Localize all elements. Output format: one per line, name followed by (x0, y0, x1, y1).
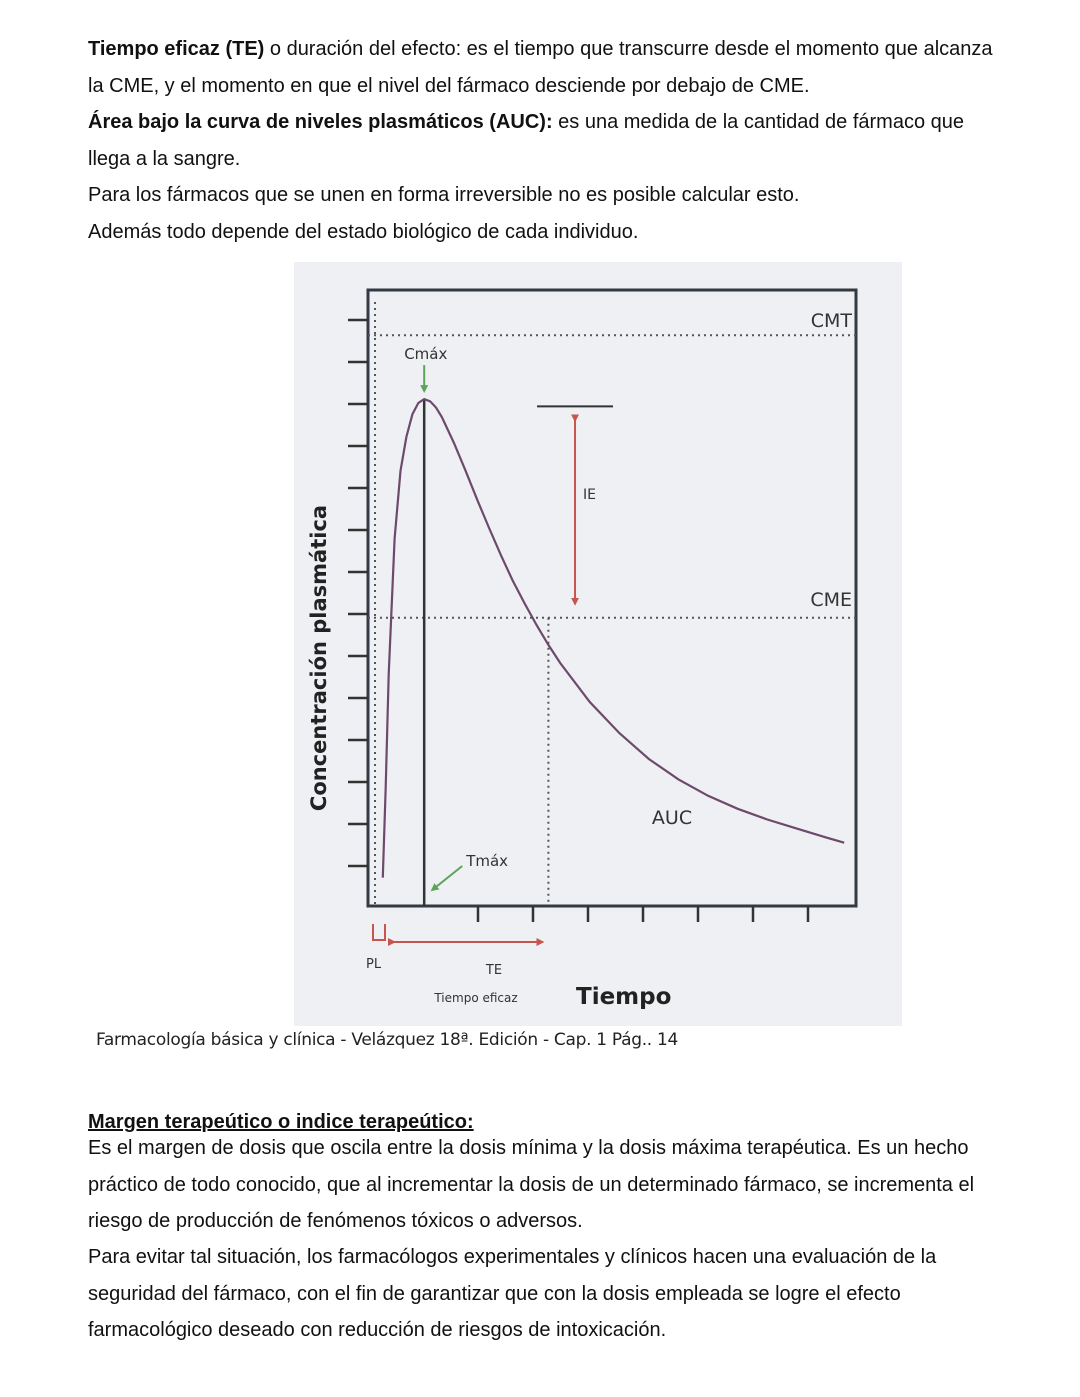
margin-paragraph-2: Para evitar tal situación, los farmacólogos experimentales y clínicos hacen una evaluación de la seguridad del fármaco, con el fin de garantizar que con la dosis empleada se logre el efecto farmacológico deseado con reducción de riesgos de intoxicación. (88, 1246, 937, 1342)
auc-term: Área bajo la curva de niveles plasmáticos (AUC): (88, 111, 553, 133)
pl-label: PL (366, 957, 382, 972)
y-axis-label: Concentración plasmática (307, 504, 331, 812)
tmax-label: Tmáx (466, 852, 509, 870)
irreversible-note: Para los fármacos que se unen en forma irreversible no es posible calcular esto. (88, 184, 800, 206)
te-full-label: Tiempo eficaz (434, 991, 518, 1005)
x-axis-label: Tiempo (576, 984, 672, 1010)
auc-label: AUC (651, 807, 693, 830)
figure-caption: Farmacología básica y clínica - Velázquez 18ª. Edición - Cap. 1 Pág.. 14 (96, 1030, 679, 1050)
te-text: o duración del efecto: es el tiempo que transcurre desde el momento que alcanza la CME, y el momento en que el nivel del fármaco desciende por debajo de CME. (88, 38, 993, 97)
te-definition (88, 31, 1008, 104)
margin-heading: Margen terapeútico o indice terapeútico: (88, 1111, 474, 1133)
te-label: TE (485, 963, 503, 978)
te-term: Tiempo eficaz (TE) (88, 38, 265, 60)
cme-label: CME (810, 588, 852, 611)
auc-definition (88, 104, 1008, 177)
ie-label: IE (583, 487, 597, 504)
figure-background (294, 262, 902, 1026)
cmax-label: Cmáx (404, 345, 448, 364)
cmt-label: CMT (810, 310, 852, 333)
margin-paragraph-1: Es el margen de dosis que oscila entre la dosis mínima y la dosis máxima terapéutica. Es un hecho práctico de todo conocido, que al incrementar la dosis de un determinado fármaco, se incrementa el riesgo de producción de fenómenos tóxicos o adversos. (88, 1137, 975, 1233)
auc-text: es una medida de la cantidad de fármaco que llega a la sangre. (88, 111, 964, 170)
biological-note: Además todo depende del estado biológico de cada individuo. (88, 221, 639, 243)
concentration-time-figure (294, 262, 902, 1026)
